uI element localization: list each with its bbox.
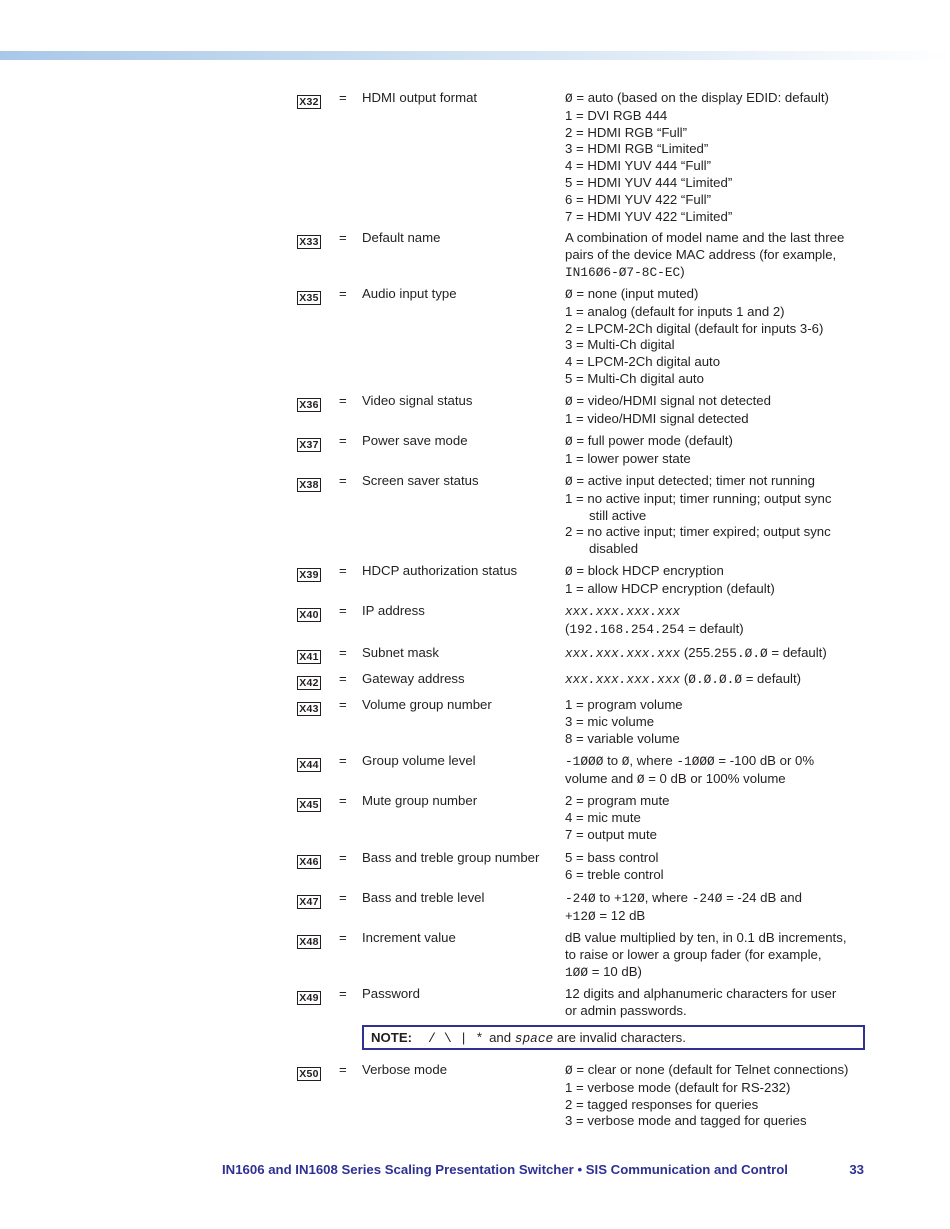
- description-text: A combination of model name and the last three pairs of the device MAC address (for example,: [565, 230, 845, 262]
- description-text: 4 = LPCM-2Ch digital auto: [565, 354, 721, 370]
- description-line: [565, 371, 865, 388]
- equals-sign: =: [339, 286, 347, 301]
- description-line: [565, 141, 865, 158]
- description-line: [565, 771, 865, 789]
- description-line: [565, 671, 865, 689]
- description-text: 1 = allow HDCP encryption (default): [565, 580, 775, 596]
- description-text: Ø: [565, 91, 573, 106]
- description-text: = video/HDMI signal not detected: [572, 393, 771, 408]
- description-line: [565, 304, 865, 321]
- equals-sign: =: [339, 90, 347, 105]
- description-text: 6 = treble control: [565, 866, 664, 882]
- description-text: Ø.Ø.Ø.Ø: [688, 672, 743, 687]
- variable-box: X46: [297, 855, 321, 869]
- equals-sign: =: [339, 753, 347, 768]
- description-line: [565, 1062, 865, 1080]
- param-description: [565, 793, 865, 843]
- description-line: [565, 192, 865, 209]
- description-line: [565, 411, 865, 428]
- description-line: [565, 541, 865, 558]
- description-text: 1 = video/HDMI signal detected: [565, 410, 749, 426]
- equals-sign: =: [339, 603, 347, 618]
- param-label: Video signal status: [362, 393, 473, 408]
- description-text: -24Ø: [691, 891, 723, 906]
- description-text: 4 = mic mute: [565, 809, 641, 825]
- param-description: [565, 697, 865, 747]
- param-label: Gateway address: [362, 671, 465, 686]
- equals-sign: =: [339, 671, 347, 686]
- param-label: Verbose mode: [362, 1062, 448, 1077]
- description-text: 7 = HDMI YUV 422 “Limited”: [565, 208, 733, 224]
- equals-sign: =: [339, 697, 347, 712]
- description-line: [565, 697, 865, 714]
- description-text: Ø: [565, 394, 573, 409]
- description-line: [565, 491, 865, 508]
- description-text: still active: [589, 507, 647, 523]
- equals-sign: =: [339, 393, 347, 408]
- description-text: Ø: [565, 1063, 573, 1078]
- equals-sign: =: [339, 473, 347, 488]
- description-line: [565, 175, 865, 192]
- note-box: [362, 1025, 865, 1050]
- equals-sign: =: [339, 850, 347, 865]
- header-gradient-bar: [0, 51, 950, 60]
- param-label: HDCP authorization status: [362, 563, 518, 578]
- description-text: 1 = lower power state: [565, 450, 691, 466]
- description-text: 1ØØ: [565, 964, 589, 980]
- description-text: Ø: [621, 754, 630, 769]
- description-line: [565, 621, 865, 639]
- param-label: Group volume level: [362, 753, 476, 768]
- variable-box: X37: [297, 438, 321, 452]
- description-text: 3 = HDMI RGB “Limited”: [565, 141, 709, 157]
- description-line: [565, 433, 865, 451]
- param-label: Mute group number: [362, 793, 478, 808]
- param-description: [565, 1062, 865, 1130]
- description-text: 2 = LPCM-2Ch digital (default for inputs 3-6): [565, 320, 824, 336]
- description-text: +12Ø: [614, 891, 645, 906]
- description-text: or admin passwords.: [565, 1002, 687, 1018]
- description-text: Ø: [565, 564, 573, 579]
- variable-box: X43: [297, 702, 321, 716]
- variable-box: X39: [297, 568, 321, 582]
- note-invalid-chars: / \ | *: [428, 1031, 484, 1046]
- description-line: [565, 524, 865, 541]
- description-line: [565, 354, 865, 371]
- description-text: Ø: [565, 434, 573, 449]
- param-description: [565, 563, 865, 598]
- description-text: 1 = verbose mode (default for RS-232): [565, 1079, 791, 1095]
- param-description: [565, 433, 865, 468]
- param-label: Audio input type: [362, 286, 457, 301]
- variable-box: X44: [297, 758, 321, 772]
- description-text: to: [595, 890, 615, 905]
- param-label: Bass and treble group number: [362, 850, 540, 865]
- description-text: 2 = tagged responses for queries: [565, 1096, 759, 1112]
- description-line: [565, 731, 865, 748]
- param-description: [565, 286, 865, 388]
- footer-title: IN1606 and IN1608 Series Scaling Presentation Switcher • SIS Communication and Control: [222, 1162, 788, 1177]
- description-text: 1 = no active input; timer running; output sync: [565, 490, 832, 506]
- description-line: [565, 867, 865, 884]
- variable-box: X48: [297, 935, 321, 949]
- description-text: 6 = HDMI YUV 422 “Full”: [565, 191, 711, 207]
- description-line: [565, 337, 865, 354]
- description-text: ): [680, 263, 685, 279]
- description-line: [565, 1080, 865, 1097]
- description-line: [565, 908, 865, 926]
- description-line: [565, 986, 865, 1003]
- description-text: = default): [767, 645, 827, 660]
- param-description: [565, 930, 865, 981]
- variable-box: X38: [297, 478, 321, 492]
- variable-box: X32: [297, 95, 321, 109]
- variable-box: X42: [297, 676, 321, 690]
- description-line: [565, 508, 865, 525]
- variable-box: X47: [297, 895, 321, 909]
- description-text: IN16Ø6-Ø7-8C-EC: [565, 264, 681, 280]
- variable-box: X35: [297, 291, 321, 305]
- description-text: 3 = mic volume: [565, 713, 655, 729]
- description-text: = block HDCP encryption: [572, 563, 724, 578]
- param-description: [565, 753, 865, 789]
- description-line: [565, 473, 865, 491]
- param-label: IP address: [362, 603, 425, 618]
- description-text: 3 = Multi-Ch digital: [565, 337, 675, 353]
- equals-sign: =: [339, 1062, 347, 1077]
- description-text: = clear or none (default for Telnet connections): [572, 1062, 849, 1077]
- description-text: , where: [629, 753, 677, 768]
- description-text: +12Ø: [565, 908, 596, 924]
- description-text: = active input detected; timer not running: [572, 473, 815, 488]
- param-description: [565, 645, 865, 663]
- description-text: = none (input muted): [572, 286, 699, 301]
- description-text: 12 digits and alphanumeric characters for user: [565, 986, 837, 1001]
- variable-box: X33: [297, 235, 321, 249]
- description-text: = -24 dB and: [722, 890, 802, 905]
- param-description: [565, 90, 865, 225]
- description-text: = 12 dB: [595, 907, 646, 923]
- note-label: NOTE:: [371, 1030, 413, 1045]
- description-line: [565, 850, 865, 867]
- equals-sign: =: [339, 986, 347, 1001]
- equals-sign: =: [339, 890, 347, 905]
- description-line: [565, 563, 865, 581]
- description-text: 2 = program mute: [565, 793, 670, 808]
- description-text: = 0 dB or 100% volume: [644, 770, 786, 786]
- description-text: 2 = HDMI RGB “Full”: [565, 124, 687, 140]
- equals-sign: =: [339, 433, 347, 448]
- variable-box: X50: [297, 1067, 321, 1081]
- description-line: [565, 810, 865, 827]
- description-text: 1 = analog (default for inputs 1 and 2): [565, 303, 785, 319]
- param-label: Screen saver status: [362, 473, 479, 488]
- description-text: -1ØØØ: [565, 754, 604, 769]
- description-line: [565, 603, 865, 621]
- description-line: [565, 827, 865, 844]
- description-line: [565, 125, 865, 142]
- description-line: [565, 714, 865, 731]
- equals-sign: =: [339, 930, 347, 945]
- description-text: xxx.xxx.xxx.xxx: [565, 604, 681, 619]
- param-description: [565, 473, 865, 558]
- description-text: dB value multiplied by ten, in 0.1 dB increments,: [565, 930, 847, 945]
- description-text: = 10 dB): [588, 963, 642, 979]
- description-text: 192.168.254.254: [569, 621, 685, 637]
- description-line: [565, 90, 865, 108]
- description-text: Ø: [565, 287, 573, 302]
- variable-box: X36: [297, 398, 321, 412]
- param-description: [565, 850, 865, 884]
- description-text: volume and: [565, 770, 637, 786]
- description-line: [565, 108, 865, 125]
- description-text: , where: [644, 890, 692, 905]
- param-label: Bass and treble level: [362, 890, 485, 905]
- param-description: [565, 671, 865, 689]
- param-description: [565, 230, 865, 281]
- description-line: [565, 158, 865, 175]
- variable-box: X41: [297, 650, 321, 664]
- description-text: Ø: [565, 474, 573, 489]
- description-text: 8 = variable volume: [565, 730, 680, 746]
- param-label: Password: [362, 986, 420, 1001]
- param-description: [565, 986, 865, 1020]
- param-description: [565, 890, 865, 926]
- description-text: 5 = bass control: [565, 850, 659, 865]
- description-text: 255.Ø.Ø: [713, 646, 768, 661]
- variable-box: X45: [297, 798, 321, 812]
- description-text: 1 = program volume: [565, 697, 683, 712]
- description-line: [565, 286, 865, 304]
- param-label: Volume group number: [362, 697, 492, 712]
- description-text: (255.: [680, 645, 714, 660]
- description-text: 5 = HDMI YUV 444 “Limited”: [565, 174, 733, 190]
- description-line: [565, 209, 865, 226]
- description-text: disabled: [589, 541, 639, 557]
- description-line: [565, 930, 865, 947]
- equals-sign: =: [339, 793, 347, 808]
- description-text: = auto (based on the display EDID: default): [572, 90, 829, 105]
- description-text: 3 = verbose mode and tagged for queries: [565, 1113, 807, 1129]
- description-text: 4 = HDMI YUV 444 “Full”: [565, 158, 711, 174]
- description-text: 7 = output mute: [565, 826, 658, 842]
- variable-box: X40: [297, 608, 321, 622]
- param-description: [565, 603, 865, 639]
- description-line: [565, 230, 865, 281]
- description-line: [565, 890, 865, 908]
- description-line: [565, 1003, 865, 1020]
- description-line: [565, 964, 865, 982]
- description-text: xxx.xxx.xxx.xxx: [565, 646, 681, 661]
- page-number: 33: [849, 1162, 864, 1177]
- variable-box: X49: [297, 991, 321, 1005]
- description-line: [565, 393, 865, 411]
- equals-sign: =: [339, 563, 347, 578]
- param-label: Power save mode: [362, 433, 468, 448]
- page-footer: [222, 1162, 864, 1179]
- description-line: [565, 451, 865, 468]
- description-text: Ø: [636, 771, 645, 787]
- description-text: 1 = DVI RGB 444: [565, 107, 668, 123]
- description-line: [565, 1097, 865, 1114]
- description-line: [565, 1113, 865, 1130]
- description-text: -24Ø: [565, 891, 596, 906]
- description-line: [565, 645, 865, 663]
- description-line: [565, 581, 865, 598]
- description-text: (: [565, 620, 570, 636]
- description-line: [565, 947, 865, 964]
- description-text: to: [603, 753, 622, 768]
- description-text: = default): [684, 620, 744, 636]
- description-text: (: [680, 671, 689, 686]
- param-label: Default name: [362, 230, 441, 245]
- description-text: = default): [742, 671, 802, 686]
- description-text: xxx.xxx.xxx.xxx: [565, 672, 681, 687]
- description-text: 5 = Multi-Ch digital auto: [565, 370, 704, 386]
- note-space-word: space: [514, 1031, 554, 1046]
- description-text: to raise or lower a group fader (for example,: [565, 946, 822, 962]
- description-text: 2 = no active input; timer expired; output sync: [565, 524, 831, 540]
- equals-sign: =: [339, 230, 347, 245]
- description-text: = -100 dB or 0%: [714, 753, 815, 768]
- param-label: HDMI output format: [362, 90, 478, 105]
- description-line: [565, 321, 865, 338]
- equals-sign: =: [339, 645, 347, 660]
- note-and: and: [485, 1030, 515, 1045]
- description-line: [565, 793, 865, 810]
- description-text: -1ØØØ: [676, 754, 715, 769]
- description-text: = full power mode (default): [572, 433, 733, 448]
- note-rest: are invalid characters.: [553, 1030, 686, 1045]
- param-label: Increment value: [362, 930, 456, 945]
- param-label: Subnet mask: [362, 645, 439, 660]
- description-line: [565, 753, 865, 771]
- param-description: [565, 393, 865, 428]
